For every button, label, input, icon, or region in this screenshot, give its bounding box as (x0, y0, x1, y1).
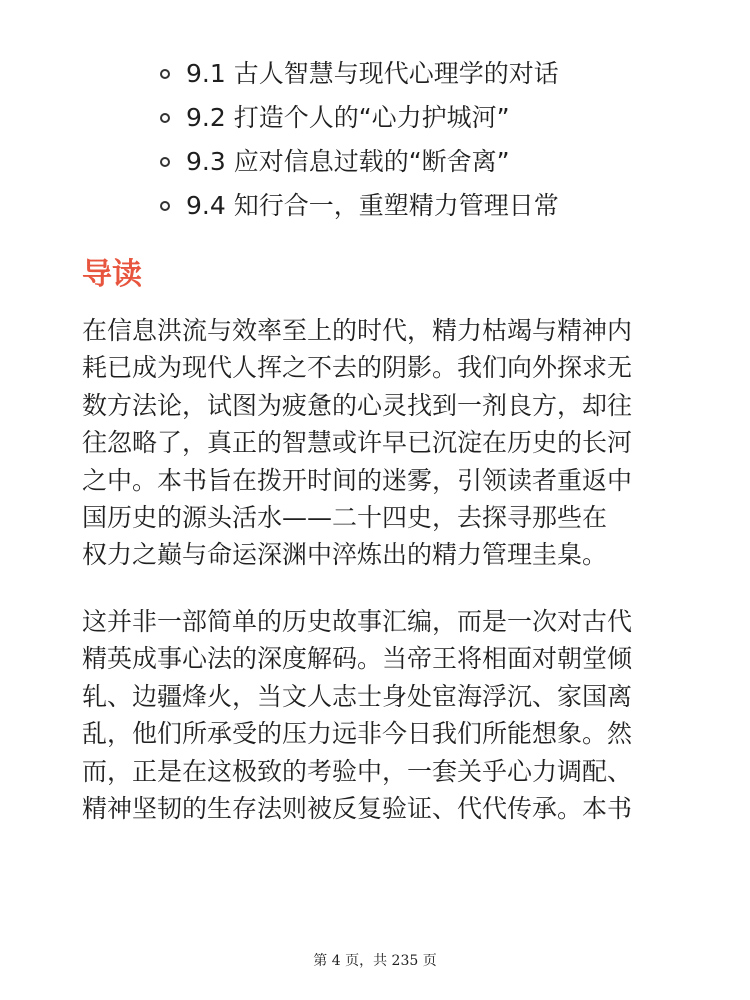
paragraph-line: 在信息洪流与效率至上的时代，精力枯竭与精神内 (82, 316, 633, 345)
paragraph-line: 轧、边疆烽火，当文人志士身处宦海浮沉、家国离 (82, 681, 633, 711)
toc-item-text: 9.4 知行合一，重塑精力管理日常 (186, 191, 559, 220)
toc-list (160, 52, 559, 228)
hollow-circle-bullet-icon (160, 157, 170, 167)
paragraph-line: 精神坚韧的生存法则被反复验证、代代传承。本书 (82, 794, 633, 824)
paragraph-line: 数方法论，试图为疲惫的心灵找到一剂良方，却往 (82, 390, 633, 420)
toc-item-text: 9.1 古人智慧与现代心理学的对话 (186, 59, 559, 88)
toc-item (160, 140, 559, 184)
hollow-circle-bullet-icon (160, 113, 170, 123)
paragraph-line: 权力之巅与命运深渊中淬炼出的精力管理圭臬。 (82, 540, 608, 570)
body-paragraph (82, 603, 682, 827)
toc-item (160, 52, 559, 96)
page-number-footer: 第 4 页，共 235 页 (313, 953, 437, 969)
hollow-circle-bullet-icon (160, 201, 170, 211)
paragraph-line: 往忽略了，真正的智慧或许早已沉淀在历史的长河 (82, 428, 633, 458)
paragraph-line: 乱，他们所承受的压力远非今日我们所能想象。然 (82, 719, 633, 749)
toc-item-text: 9.2 打造个人的“心力护城河” (186, 103, 510, 132)
paragraph-line: 国历史的源头活水——二十四史，去探寻那些在 (82, 503, 608, 533)
hollow-circle-bullet-icon (160, 69, 170, 79)
paragraph-line: 之中。本书旨在拨开时间的迷雾，引领读者重返中 (82, 465, 633, 495)
toc-item (160, 96, 559, 140)
section-heading: 导读 (82, 257, 142, 292)
paragraph-line: 精英成事心法的深度解码。当帝王将相面对朝堂倾 (82, 644, 633, 674)
paragraph-line: 这并非一部简单的历史故事汇编，而是一次对古代 (82, 607, 633, 636)
toc-item (160, 184, 559, 228)
body-paragraph (82, 312, 682, 574)
paragraph-line: 而，正是在这极致的考验中，一套关乎心力调配、 (82, 756, 633, 786)
paragraph-line: 耗已成为现代人挥之不去的阴影。我们向外探求无 (82, 353, 633, 383)
toc-item-text: 9.3 应对信息过载的“断舍离” (186, 147, 510, 176)
